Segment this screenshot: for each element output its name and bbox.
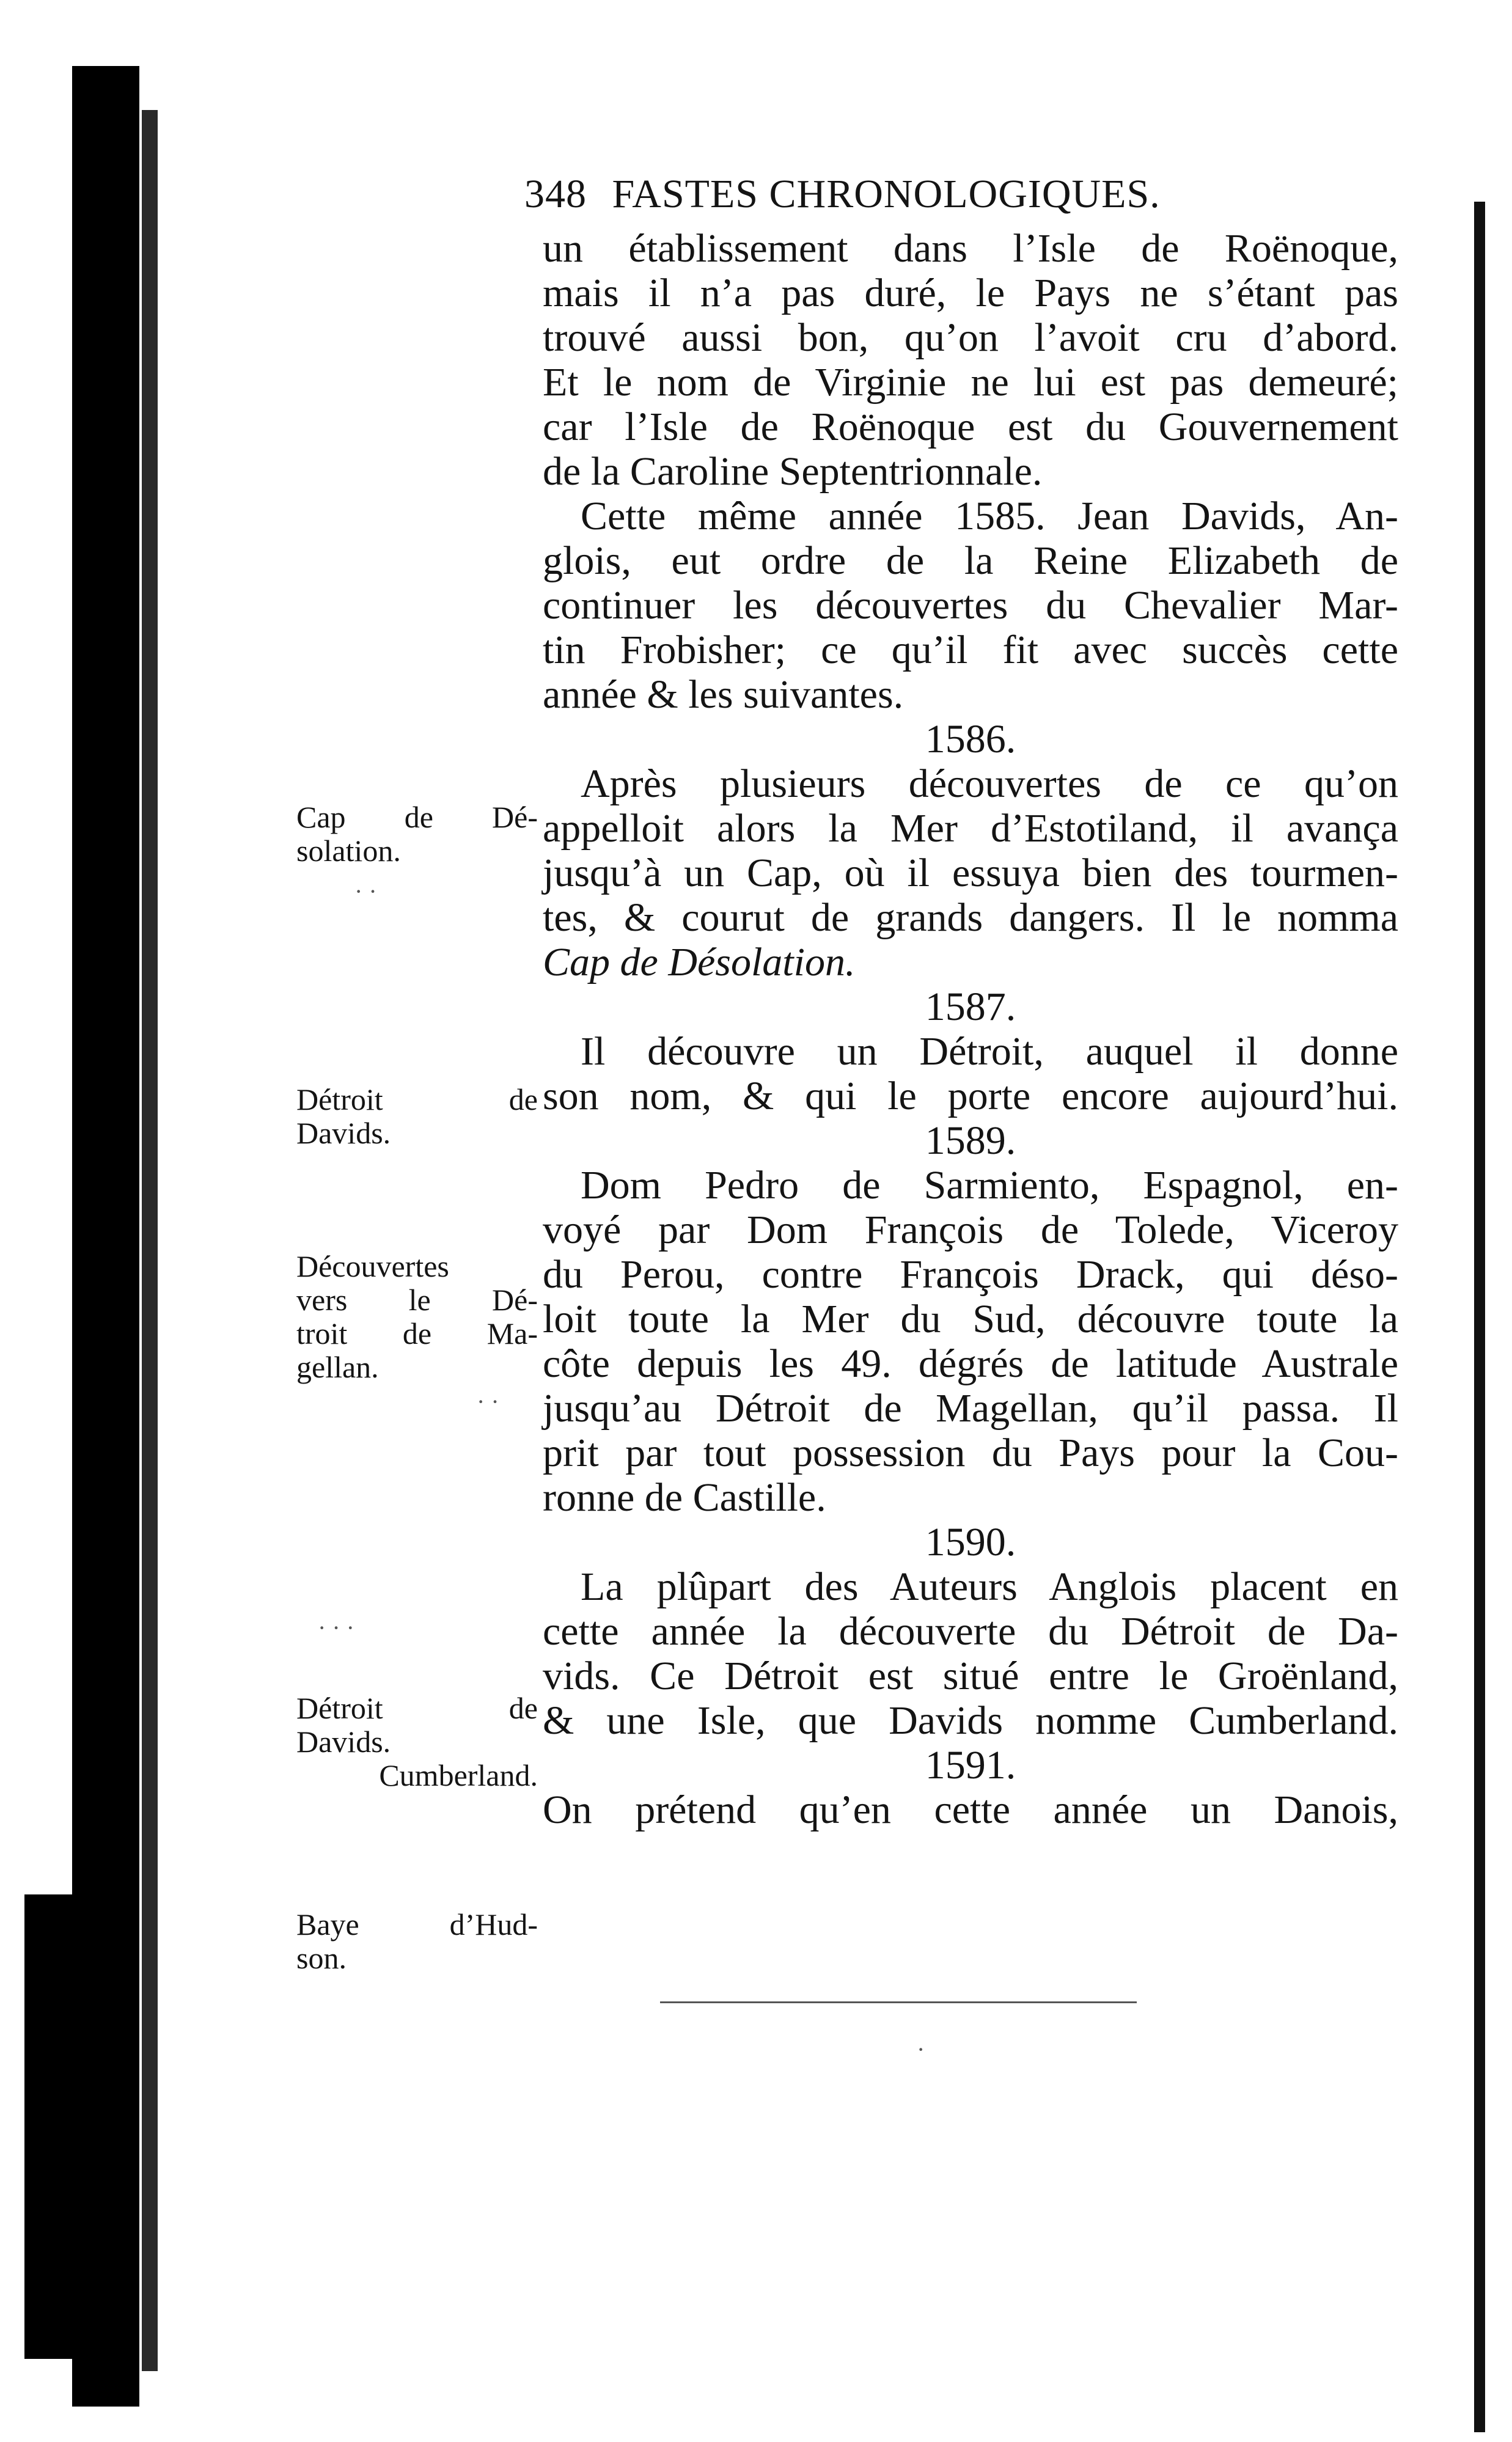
text-line: jusqu’à un Cap, où il essuya bien des tourmen- — [543, 851, 1398, 895]
text-line: loit toute la Mer du Sud, découvre toute la — [543, 1297, 1398, 1341]
year-heading: 1589. — [925, 1118, 1016, 1163]
text-line: son nom, & qui le porte encore aujourd’hui. — [543, 1074, 1398, 1118]
text-line: cette année la découverte du Détroit de Da- — [543, 1609, 1398, 1654]
text-line: trouvé aussi bon, qu’on l’avoit cru d’abord. — [543, 315, 1398, 360]
text-line: On prétend qu’en cette année un Danois, — [543, 1788, 1398, 1832]
margin-note-decouvertes-magellan: Découvertes vers le Dé- troit de Ma- gellan. — [296, 1249, 538, 1384]
text-line: Cap de Désolation. — [543, 940, 856, 985]
text-line: jusqu’au Détroit de Magellan, qu’il passa. Il — [543, 1386, 1398, 1431]
text-line: vids. Ce Détroit est situé entre le Groënland, — [543, 1654, 1398, 1698]
text-line: glois, eut ordre de la Reine Elizabeth de — [543, 538, 1398, 583]
text-line: ronne de Castille. — [543, 1475, 826, 1520]
text-line: année & les suivantes. — [543, 672, 904, 717]
running-title: FASTES CHRONOLOGIQUES. — [612, 172, 1161, 216]
text-line: appelloit alors la Mer d’Estotiland, il avança — [543, 806, 1398, 851]
scan-specks: · · — [354, 878, 377, 905]
year-heading: 1590. — [925, 1520, 1016, 1564]
scan-specks: · — [917, 2036, 925, 2063]
text-line: de la Caroline Septentrionnale. — [543, 449, 1043, 494]
body-text — [543, 226, 1398, 1832]
text-line: côte depuis les 49. dégrés de latitude Australe — [543, 1341, 1398, 1386]
year-heading: 1591. — [925, 1743, 1016, 1788]
text-line: mais il n’a pas duré, le Pays ne s’étant pas — [543, 271, 1398, 315]
margin-note-davids-cumberland: Détroit de Davids. Cumberland. — [296, 1691, 538, 1792]
margin-note-cap-de-desolation: Cap de Dé- solation. — [296, 800, 538, 868]
text-line: continuer les découvertes du Chevalier Mar- — [543, 583, 1398, 628]
text-line: un établissement dans l’Isle de Roënoque, — [543, 226, 1398, 271]
year-heading: 1586. — [925, 717, 1016, 761]
page-number: 348 — [524, 172, 587, 216]
scan-gutter-block — [24, 1894, 134, 2359]
ink-smudge-underline — [660, 2001, 1137, 2003]
text-line: tes, & courut de grands dangers. Il le nomma — [543, 895, 1398, 940]
running-header — [524, 170, 1349, 219]
text-line: Il découvre un Détroit, auquel il donne — [581, 1029, 1398, 1074]
margin-note-detroit-de-davids: Détroit de Davids. — [296, 1082, 538, 1150]
scan-gutter-shadow-inner — [142, 110, 158, 2371]
text-line: Après plusieurs découvertes de ce qu’on — [581, 761, 1398, 806]
scan-right-edge — [1474, 202, 1485, 2432]
year-heading: 1587. — [925, 985, 1016, 1029]
text-line: Et le nom de Virginie ne lui est pas demeuré; — [543, 360, 1398, 405]
scan-specks: · · — [477, 1388, 499, 1415]
text-line: Cette même année 1585. Jean Davids, An- — [581, 494, 1398, 538]
scan-specks: · · · — [318, 1614, 354, 1641]
text-line: Dom Pedro de Sarmiento, Espagnol, en- — [581, 1163, 1398, 1208]
text-line: car l’Isle de Roënoque est du Gouvernement — [543, 405, 1398, 449]
text-line: tin Frobisher; ce qu’il fit avec succès cette — [543, 628, 1398, 672]
text-line: & une Isle, que Davids nomme Cumberland. — [543, 1698, 1398, 1743]
text-line: La plûpart des Auteurs Anglois placent en — [581, 1564, 1398, 1609]
margin-note-baye-dhudson: Baye d’Hud- son. — [296, 1907, 538, 1975]
text-line: prit par tout possession du Pays pour la Cou- — [543, 1431, 1398, 1475]
text-line: du Perou, contre François Drack, qui déso- — [543, 1252, 1398, 1297]
text-line: voyé par Dom François de Tolede, Viceroy — [543, 1208, 1398, 1252]
